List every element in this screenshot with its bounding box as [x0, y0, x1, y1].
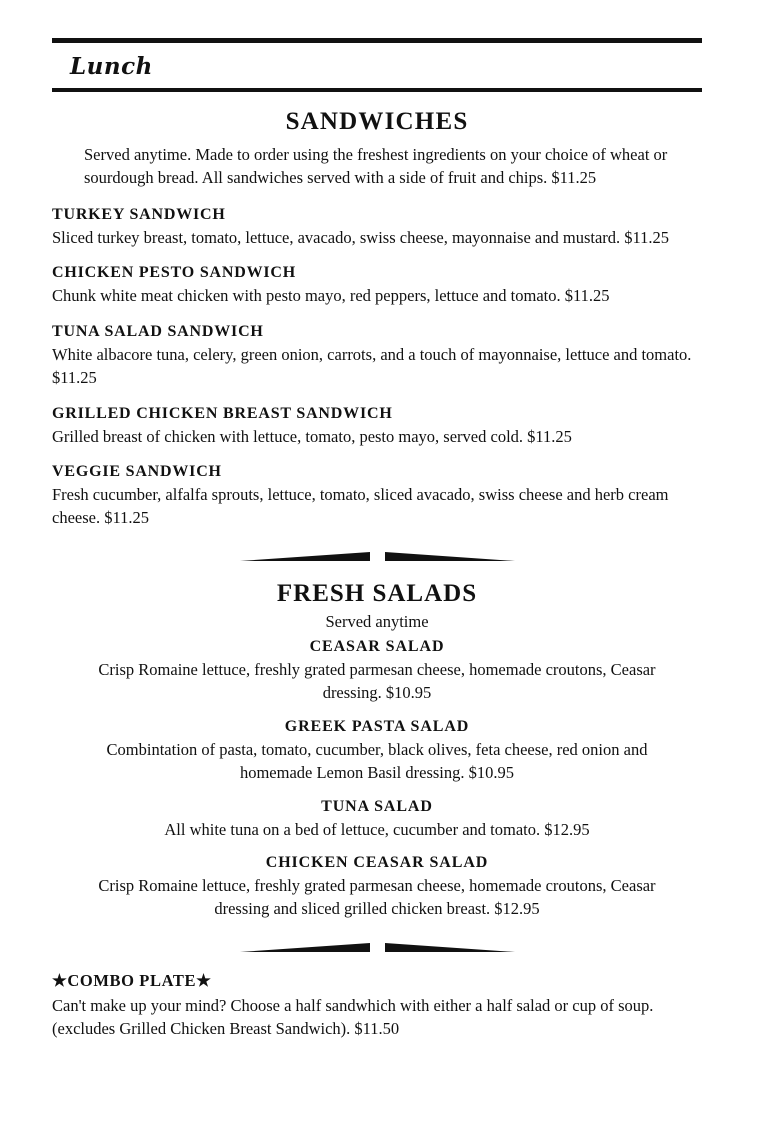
menu-item-name: GREEK PASTA SALAD	[284, 717, 470, 735]
section-combo-plate	[52, 971, 702, 1041]
menu-item-name: TUNA SALAD	[321, 797, 433, 815]
combo-plate-title: ★COMBO PLATE★	[52, 970, 212, 990]
menu-item-desc: Fresh cucumber, alfalfa sprouts, lettuce, tomato, sliced avacado, swiss cheese and herb cream cheese. $11.25	[52, 485, 669, 528]
menu-item-name: TURKEY SANDWICH	[52, 205, 226, 223]
menu-item	[52, 405, 702, 449]
divider-left-spear-icon	[240, 552, 370, 562]
divider-right-spear-icon	[385, 552, 515, 562]
menu-item	[52, 264, 702, 308]
menu-item	[52, 463, 702, 530]
divider-ornament	[52, 550, 702, 564]
combo-plate-desc: Can't make up your mind? Choose a half sandwhich with either a half salad or cup of soup. (excludes Grilled Chicken Breast Sandwich). $11.50	[52, 995, 654, 1038]
menu-item	[52, 718, 702, 785]
menu-content	[52, 108, 702, 1040]
menu-item-desc: Grilled breast of chicken with lettuce, tomato, pesto mayo, served cold. $11.25	[52, 426, 572, 446]
menu-item	[52, 206, 702, 250]
menu-item-name: TUNA SALAD SANDWICH	[52, 323, 264, 341]
menu-item-name: GRILLED CHICKEN BREAST SANDWICH	[52, 404, 393, 422]
menu-item-desc: White albacore tuna, celery, green onion, carrots, and a touch of mayonnaise, lettuce and tomato. $11.25	[52, 345, 692, 387]
section-heading-sandwiches: SANDWICHES	[285, 108, 469, 135]
section-sandwiches	[52, 108, 702, 530]
menu-item	[52, 638, 702, 705]
menu-item-desc: Sliced turkey breast, tomato, lettuce, avacado, swiss cheese, mayonnaise and mustard. $11.25	[52, 227, 670, 247]
menu-item	[52, 854, 702, 921]
divider-gap	[374, 944, 381, 951]
menu-item-desc: All white tuna on a bed of lettuce, cucumber and tomato. $12.95	[164, 819, 590, 839]
menu-item-name: CHICKEN PESTO SANDWICH	[52, 264, 297, 282]
header-rule-bottom	[52, 88, 702, 92]
menu-item-desc: Combintation of pasta, tomato, cucumber, black olives, feta cheese, red onion and homemade Lemon Basil dressing. $10.95	[106, 739, 648, 783]
salads-subheading: Served anytime	[325, 611, 429, 631]
menu-item-name: VEGGIE SANDWICH	[52, 463, 222, 481]
divider-right-spear-icon	[385, 943, 515, 953]
menu-item-desc: Chunk white meat chicken with pesto mayo, red peppers, lettuce and tomato. $11.25	[52, 286, 610, 306]
section-heading-salads: FRESH SALADS	[276, 579, 478, 607]
menu-item-desc: Crisp Romaine lettuce, freshly grated parmesan cheese, homemade croutons, Ceasar dressing. $10.95	[98, 659, 656, 703]
header-title-row	[52, 43, 702, 88]
divider-gap	[374, 553, 381, 560]
sandwiches-intro: Served anytime. Made to order using the freshest ingredients on your choice of wheat or sourdough bread. All sandwiches served with a side of fruit and chips. $11.25	[84, 145, 668, 187]
section-fresh-salads	[52, 580, 702, 921]
menu-item-desc: Crisp Romaine lettuce, freshly grated parmesan cheese, homemade croutons, Ceasar dressing and sliced grilled chicken breast. $12.95	[98, 876, 656, 919]
menu-item	[52, 798, 702, 841]
menu-item-name: CEASAR SALAD	[309, 637, 445, 655]
divider-left-spear-icon	[240, 943, 370, 953]
menu-item	[52, 323, 702, 390]
divider-ornament	[52, 941, 702, 955]
page-title: Lunch	[70, 53, 153, 80]
menu-header	[52, 38, 702, 92]
menu-item-name: CHICKEN CEASAR SALAD	[265, 854, 489, 871]
